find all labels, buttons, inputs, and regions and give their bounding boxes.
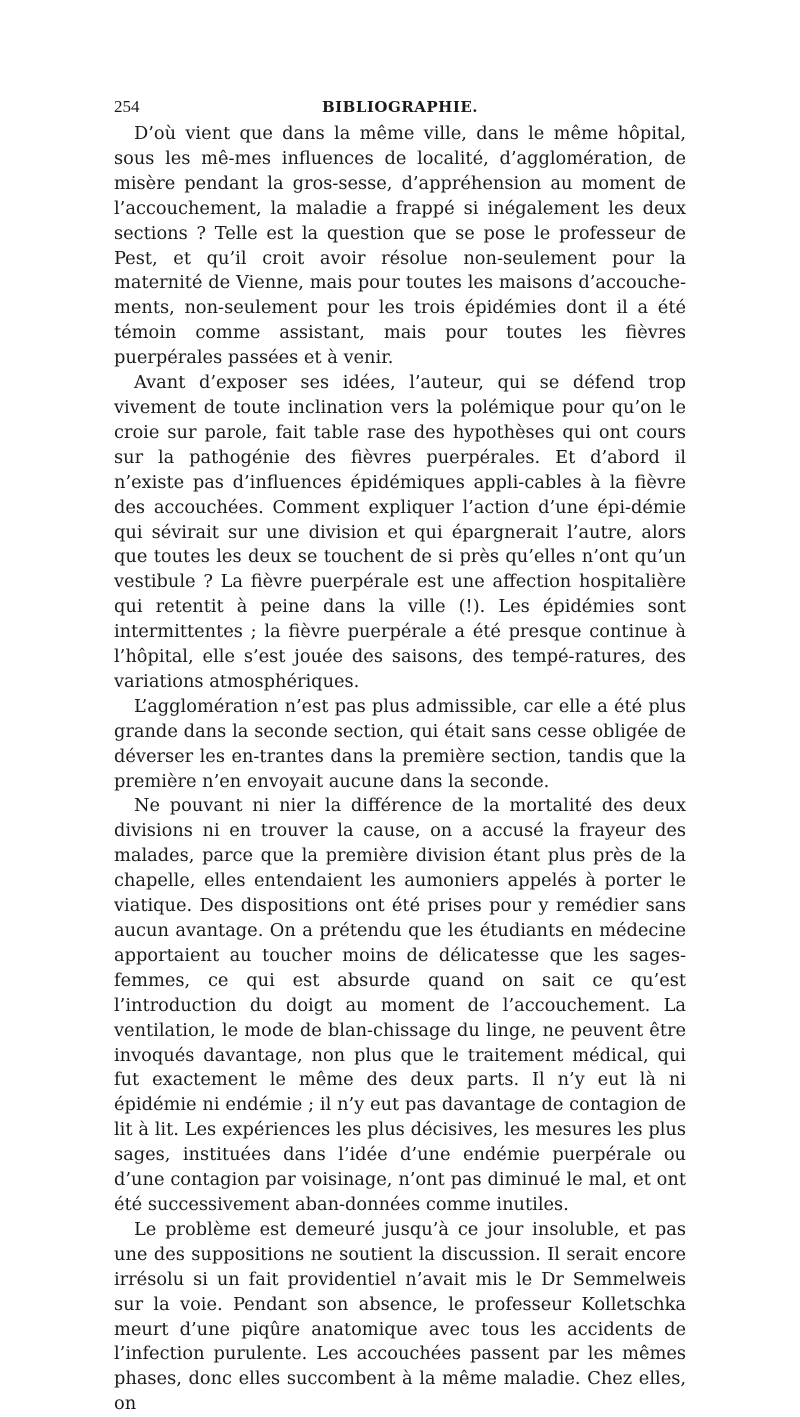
paragraph: Le problème est demeuré jusqu’à ce jour insoluble, et pas une des suppositions ne soutient la discussion. Il serait encore irrésolu si un fait providentiel n’avait mis le Dr Semmelweis sur la voie. Pendant son absence, le professeur Kolletschka meurt d’une piqûre anatomique avec tous les accidents de l’infection purulente. Les accouchées passent par les mêmes phases, donc elles succombent à la même maladie. Chez elles, on: [114, 1218, 686, 1415]
page-number: 254: [114, 97, 140, 116]
body-text: [114, 122, 686, 1417]
running-head: [114, 96, 686, 118]
paragraph: Avant d’exposer ses idées, l’auteur, qui se défend trop vivement de toute inclination vers la polémique pour qu’on le croie sur parole, fait table rase des hypothèses qui ont cours sur la pathogénie des fièvres puerpérales. Et d’abord il n’existe pas d’influences épidémiques appli-cables à la fièvre des accouchées. Comment expliquer l’action d’une épi-démie qui sévirait sur une division et qui épargnerait l’autre, alors que toutes les deux se touchent de si près qu’elles n’ont qu’un vestibule ? La fièvre puerpérale est une affection hospitalière qui retentit à peine dans la ville (!). Les épidémies sont intermittentes ; la fièvre puerpérale a été presque continue à l’hôpital, elle s’est jouée des saisons, des tempé-ratures, des variations atmosphériques.: [114, 372, 686, 692]
running-title: BIBLIOGRAPHIE.: [321, 98, 479, 116]
paragraph: L’agglomération n’est pas plus admissible, car elle a été plus grande dans la seconde section, qui était sans cesse obligée de déverser les en-trantes dans la première section, tandis que la première n’en envoyait aucune dans la seconde.: [114, 695, 686, 792]
paragraph: Ne pouvant ni nier la différence de la mortalité des deux divisions ni en trouver la cause, on a accusé la frayeur des malades, parce que la première division étant plus près de la chapelle, elles entendaient les aumoniers appelés à porter le viatique. Des dispositions ont été prises pour y remédier sans aucun avantage. On a prétendu que les étudiants en médecine apportaient au toucher moins de délicatesse que les sages-femmes, ce qui est absurde quand on sait ce qu’est l’introduction du doigt au moment de l’accouchement. La ventilation, le mode de blan-chissage du linge, ne peuvent être invoqués davantage, non plus que le traitement médical, qui fut exactement le même des deux parts. Il n’y eut là ni épidémie ni endémie ; il n’y eut pas davantage de contagion de lit à lit. Les expériences les plus décisives, les mesures les plus sages, instituées dans l’idée d’une endémie puerpérale ou d’une contagion par voisinage, n’ont pas diminué le mal, et ont été successivement aban-données comme inutiles.: [114, 795, 686, 1215]
paragraph: D’où vient que dans la même ville, dans le même hôpital, sous les mê-mes influences de localité, d’agglomération, de misère pendant la gros-sesse, d’appréhension au moment de l’accouchement, la maladie a frappé si inégalement les deux sections ? Telle est la question que se pose le professeur de Pest, et qu’il croit avoir résolue non-seulement pour la maternité de Vienne, mais pour toutes les maisons d’accouche-ments, non-seulement pour les trois épidémies dont il a été témoin comme assistant, mais pour toutes les fièvres puerpérales passées et à venir.: [114, 123, 686, 369]
book-page: [114, 96, 686, 1417]
